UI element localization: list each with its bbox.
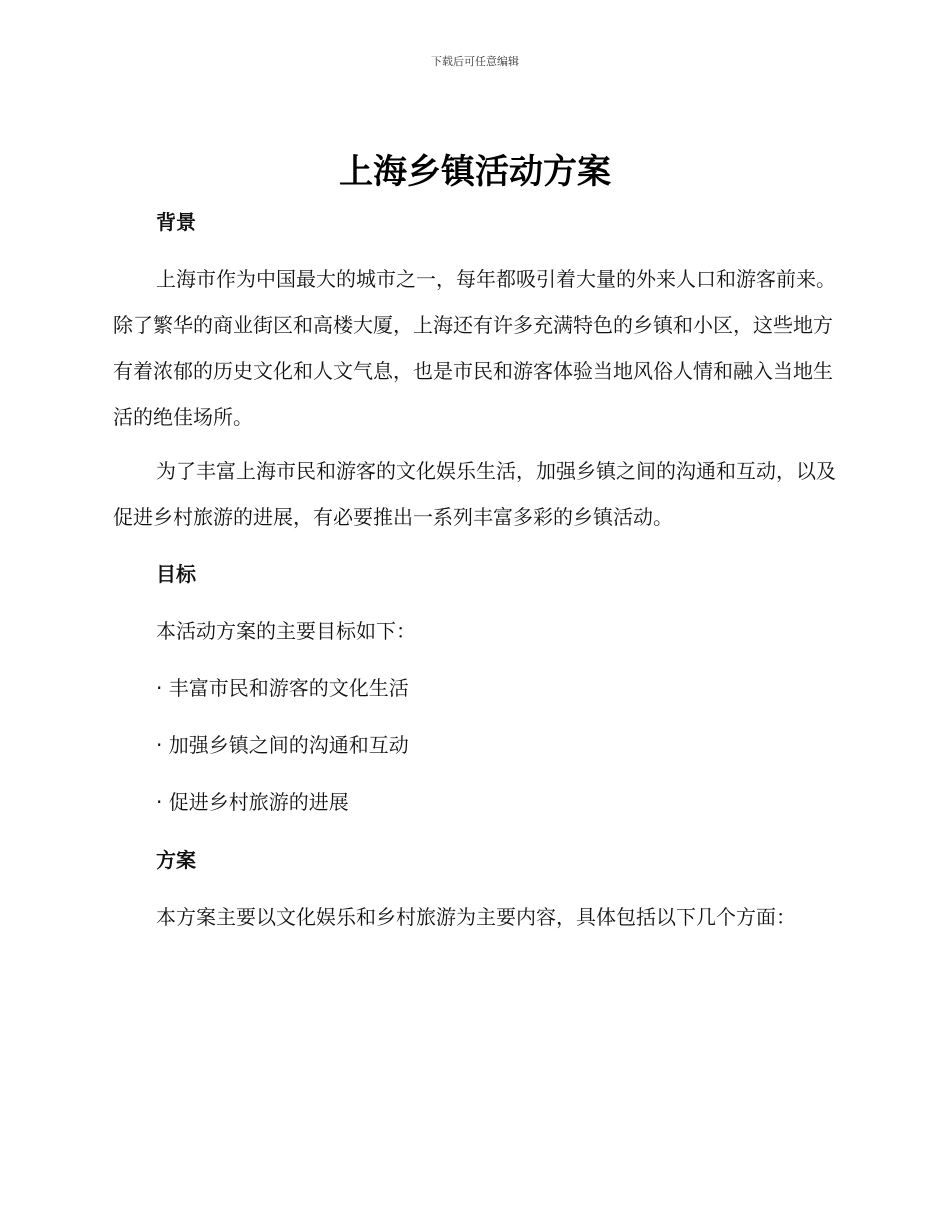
- background-paragraph-2: 为了丰富上海市民和游客的文化娱乐生活，加强乡镇之间的沟通和互动，以及促进乡村旅游的进展，有必要推出一系列丰富多彩的乡镇活动。: [113, 459, 836, 529]
- goal-item: · 丰富市民和游客的文化生活: [156, 676, 409, 700]
- section-heading-plan: 方案: [156, 848, 196, 872]
- goals-intro: 本活动方案的主要目标如下：: [156, 619, 416, 643]
- goal-item: · 促进乡村旅游的进展: [156, 790, 349, 814]
- background-paragraph-1: 上海市作为中国最大的城市之一，每年都吸引着大量的外来人口和游客前来。除了繁华的商业街区和高楼大厦，上海还有许多充满特色的乡镇和小区，这些地方有着浓郁的历史文化和人文气息，也是市民和游客体验当地风俗人情和融入当地生活的绝佳场所。: [113, 267, 836, 429]
- goal-item: · 加强乡镇之间的沟通和互动: [156, 733, 409, 757]
- section-heading-background: 背景: [156, 210, 196, 234]
- page-title: 上海乡镇活动方案: [339, 152, 611, 192]
- section-heading-goals: 目标: [156, 562, 196, 586]
- header-note: 下载后可任意编辑: [431, 55, 519, 68]
- plan-paragraph: 本方案主要以文化娱乐和乡村旅游为主要内容，具体包括以下几个方面：: [156, 905, 796, 929]
